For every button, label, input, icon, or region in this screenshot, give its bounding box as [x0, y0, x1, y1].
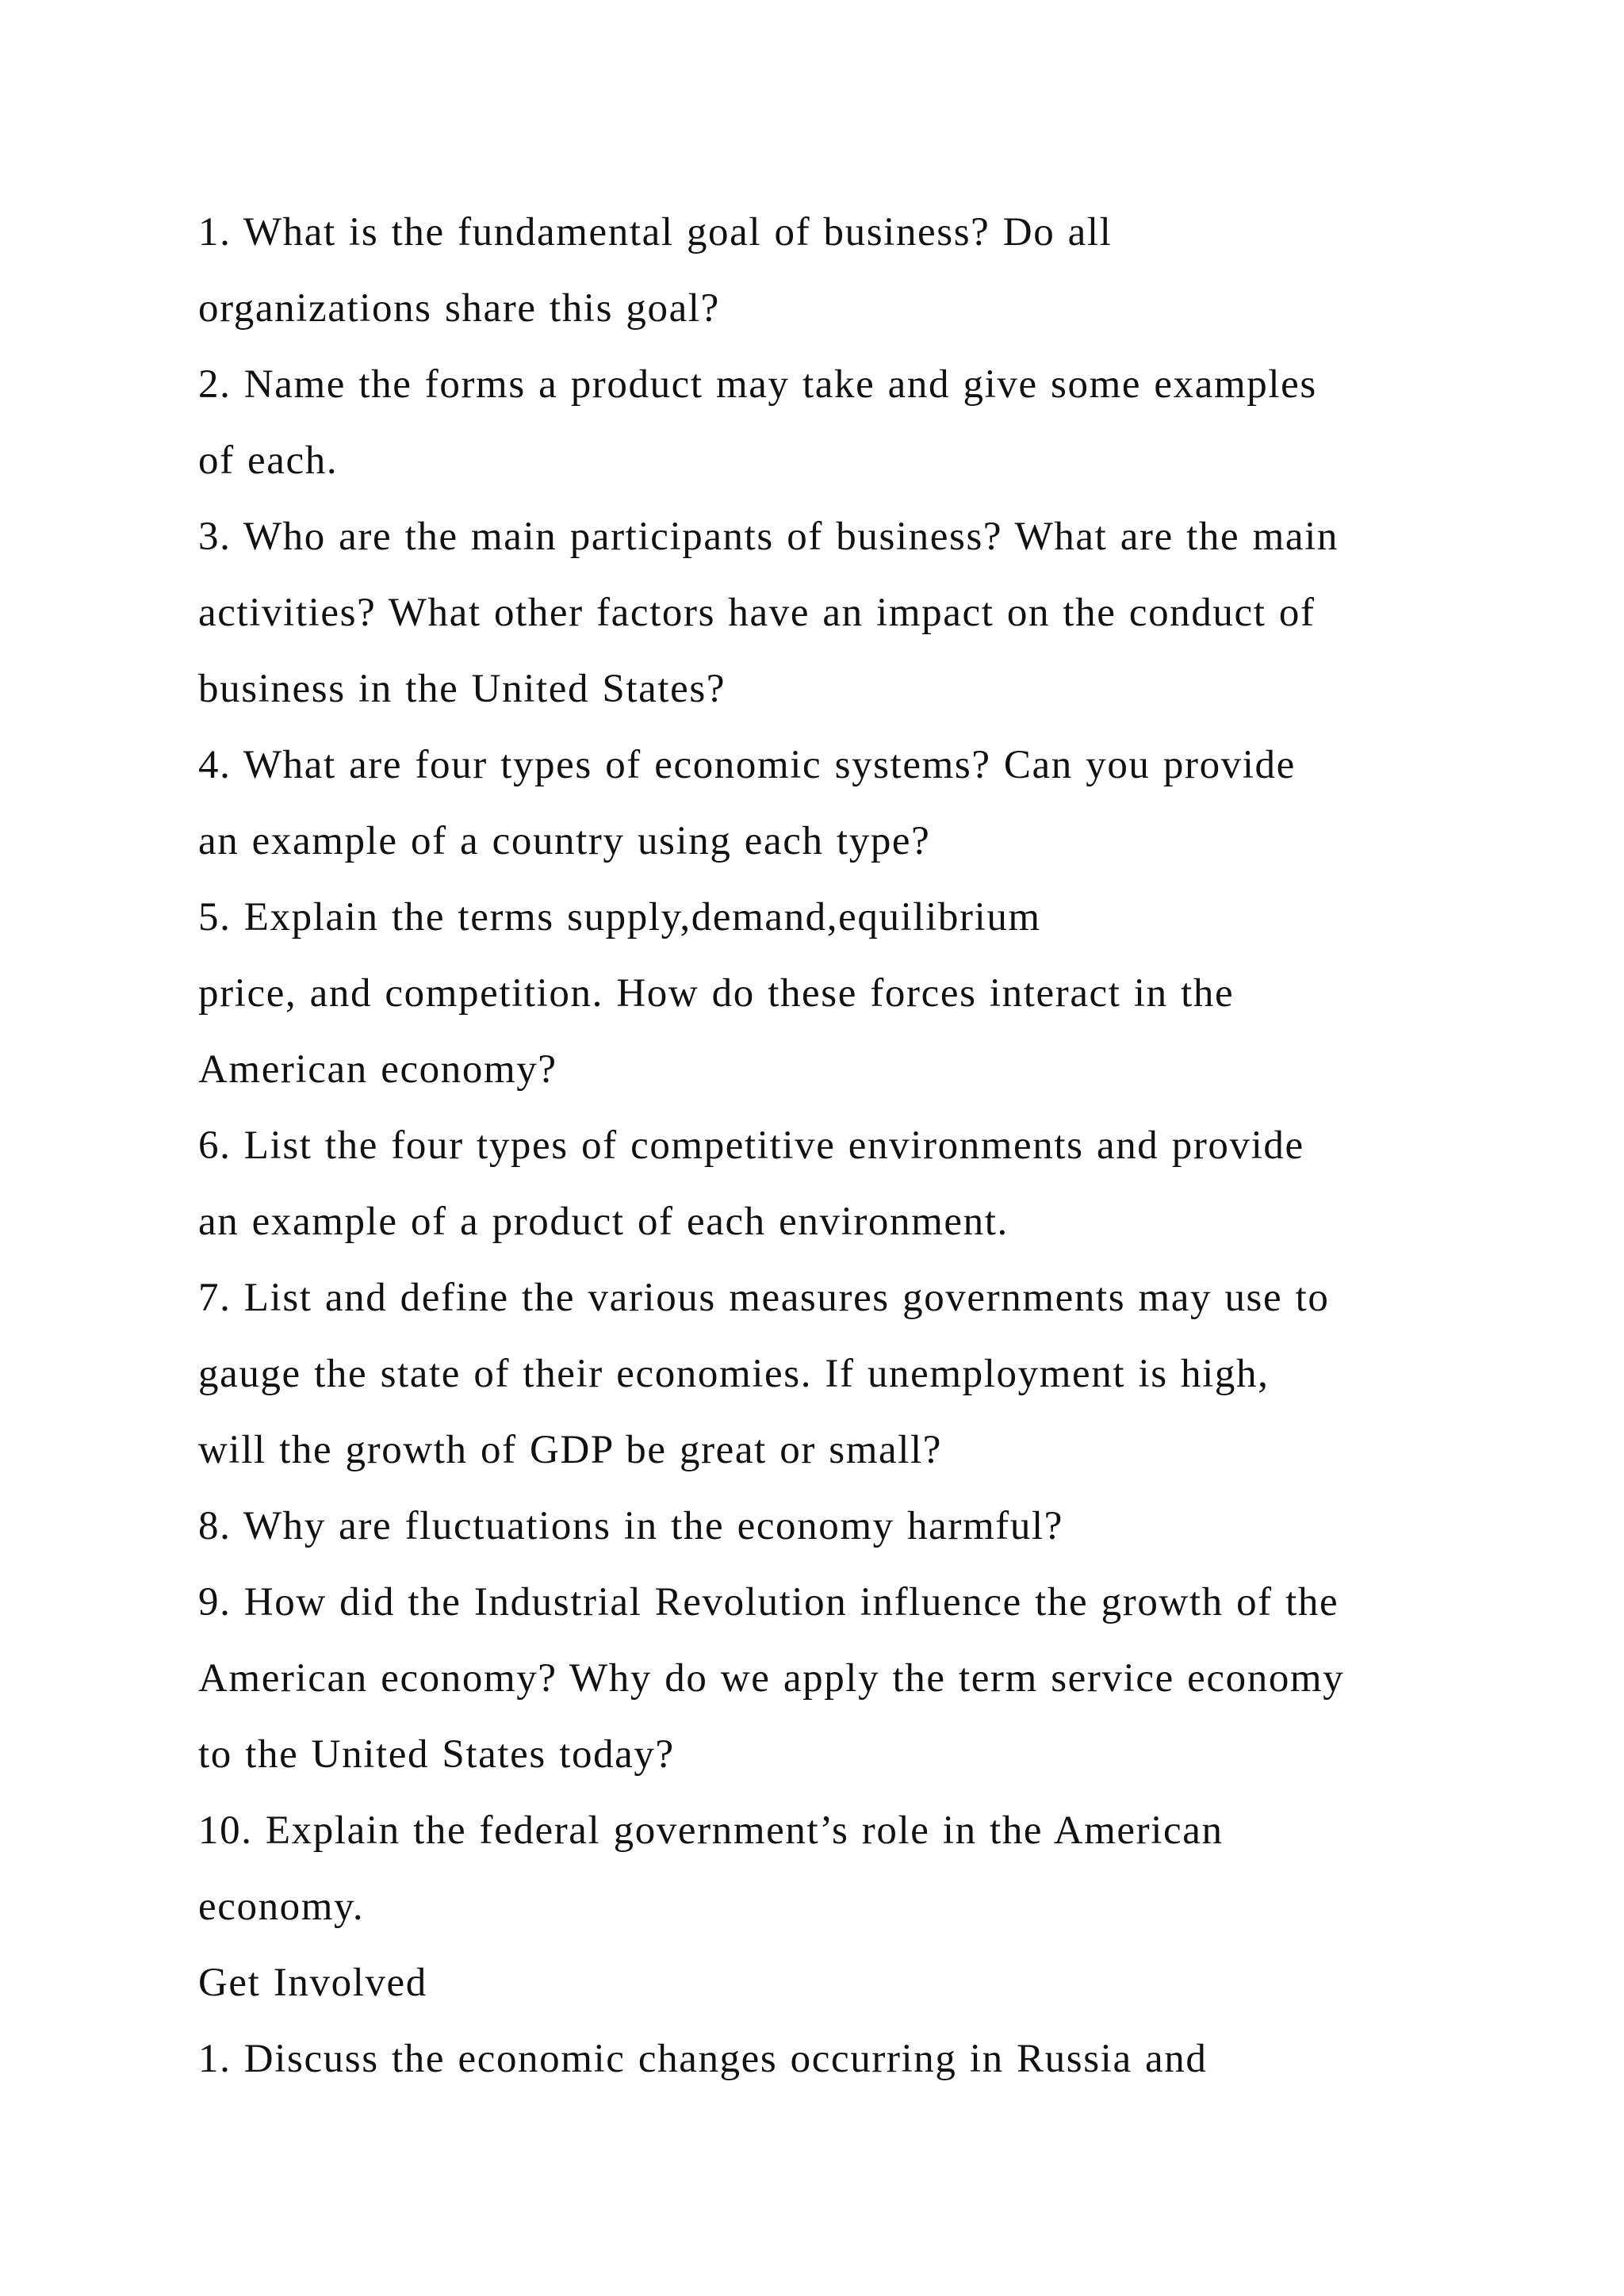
text-line: 5. Explain the terms supply,demand,equilibrium: [198, 895, 1041, 939]
text-line: price, and competition. How do these forces interact in the: [198, 971, 1235, 1016]
text-line: of each.: [198, 438, 339, 483]
text-line: 4. What are four types of economic systems? Can you provide: [198, 743, 1296, 787]
text-line: American economy? Why do we apply the term service economy: [198, 1656, 1345, 1701]
text-line: 8. Why are fluctuations in the economy harmful?: [198, 1504, 1063, 1548]
section-heading: Get Involved: [198, 1961, 427, 2005]
text-line: gauge the state of their economies. If unemployment is high,: [198, 1352, 1270, 1396]
text-line: will the growth of GDP be great or small?: [198, 1428, 943, 1472]
text-line: 7. List and define the various measures governments may use to: [198, 1276, 1330, 1320]
text-line: business in the United States?: [198, 667, 726, 711]
text-line: organizations share this goal?: [198, 286, 720, 331]
text-line: American economy?: [198, 1047, 557, 1092]
text-line: an example of a product of each environment.: [198, 1200, 1009, 1244]
text-line: 10. Explain the federal government’s role in the American: [198, 1808, 1224, 1853]
text-line: activities? What other factors have an impact on the conduct of: [198, 591, 1316, 635]
text-line: economy.: [198, 1885, 365, 1929]
text-line: 1. Discuss the economic changes occurring in Russia and: [198, 2037, 1208, 2081]
text-line: an example of a country using each type?: [198, 819, 931, 863]
text-line: 1. What is the fundamental goal of business? Do all: [198, 210, 1113, 254]
text-line: 9. How did the Industrial Revolution influence the growth of the: [198, 1580, 1339, 1624]
text-line: to the United States today?: [198, 1732, 675, 1777]
document-text: [198, 194, 1467, 2097]
text-line: 3. Who are the main participants of business? What are the main: [198, 515, 1339, 559]
text-line: 6. List the four types of competitive environments and provide: [198, 1123, 1304, 1168]
text-line: 2. Name the forms a product may take and give some examples: [198, 362, 1317, 407]
